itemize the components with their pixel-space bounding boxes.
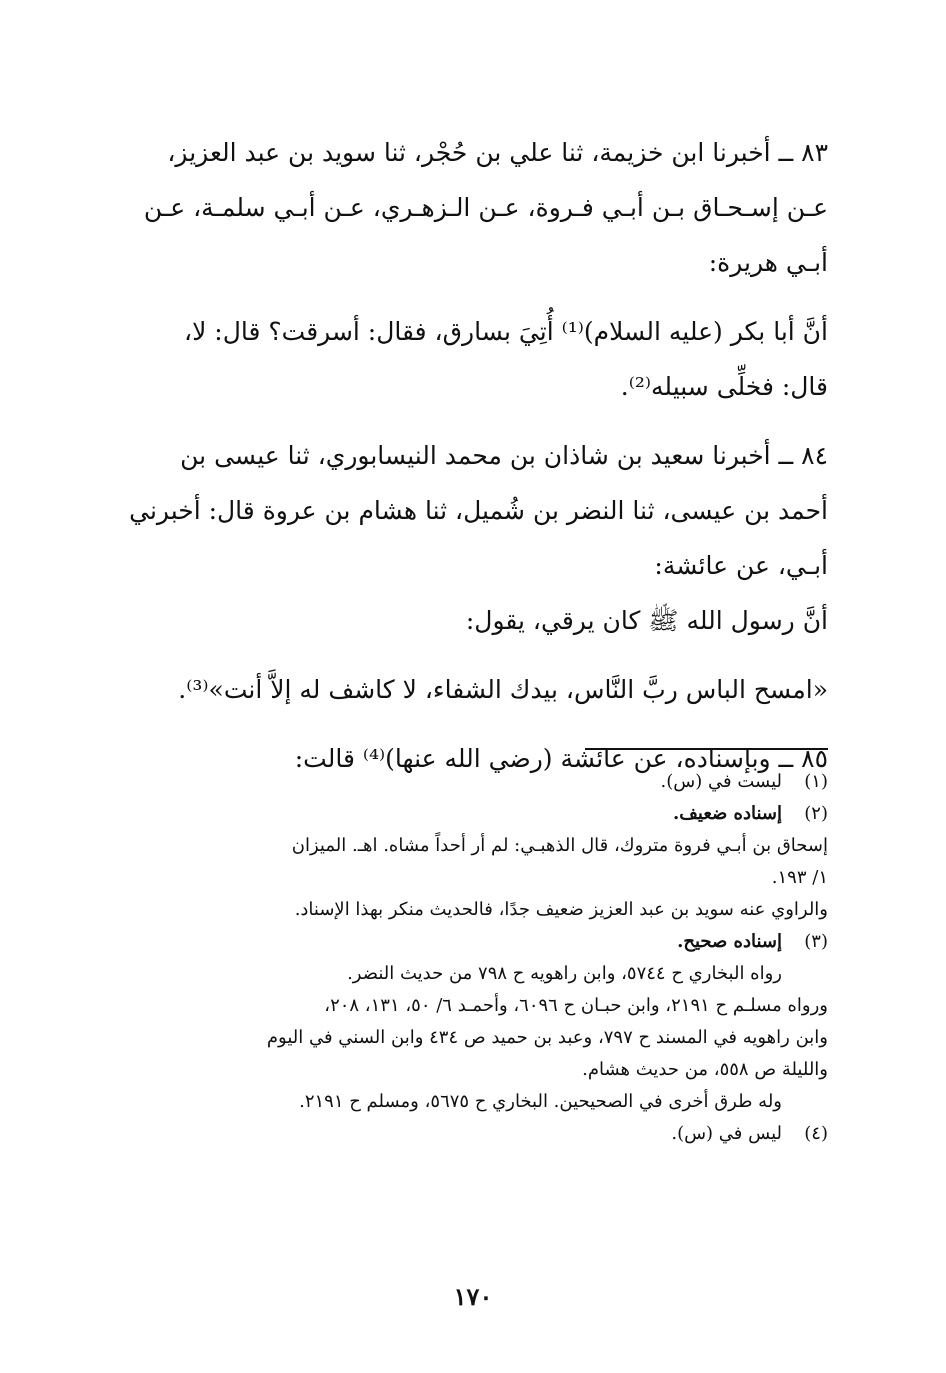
footnote-3-detail-line-4: والليلة ص ٥٥٨، من حديث هشام. xyxy=(582,1059,828,1080)
hadith-83 xyxy=(100,125,828,414)
hadith-83-matn-line-2: قال: فخلِّى سبيله⁽²⁾. xyxy=(620,372,828,401)
hadith-84 xyxy=(100,428,828,717)
footnote-3-extra: وله طرق أخرى في الصحيحين. البخاري ح ٥٦٧٥، ومسلم ح ٢١٩١. xyxy=(299,1091,782,1112)
footnote-2 xyxy=(100,798,828,830)
footnote-1-number: (١) xyxy=(804,771,828,792)
footnote-divider xyxy=(585,748,828,750)
footnote-3 xyxy=(100,926,828,958)
hadith-83-isnad-line-1: ٨٣ ــ أخبرنا ابن خزيمة، ثنا علي بن حُجْر، ثنا سويد بن عبد العزيز، xyxy=(167,138,828,167)
footnote-4 xyxy=(100,1118,828,1150)
hadith-83-isnad-line-2: عـن إسـحـاق بـن أبـي فـروة، عـن الـزهـري، عـن أبـي سلمـة، عـن xyxy=(143,193,828,222)
footnote-4-text: ليس في (س). xyxy=(671,1123,782,1144)
hadith-84-isnad-line-3: أبـي، عن عائشة: xyxy=(654,551,828,580)
footnote-3-number: (٣) xyxy=(804,931,828,952)
footnote-4-number: (٤) xyxy=(804,1123,828,1144)
footnote-3-detail-line-2: ورواه مسلـم ح ٢١٩١، وابن حبـان ح ٦٠٩٦، وأحمـد ٦/ ٥٠، ١٣١، ٢٠٨، xyxy=(324,995,828,1016)
footnotes xyxy=(100,766,828,1150)
footnote-2-extra: والراوي عنه سويد بن عبد العزيز ضعيف جدًا، فالحديث منكر بهذا الإسناد. xyxy=(294,899,828,920)
hadith-84-matn-line-1: أنَّ رسول الله ﷺ كان يرقي، يقول: xyxy=(465,606,828,635)
hadith-84-isnad-line-2: أحمد بن عيسى، ثنا النضر بن شُميل، ثنا هشام بن عروة قال: أخبرني xyxy=(129,496,828,525)
hadith-84-matn-line-2: «امسح الباس ربَّ النَّاس، بيدك الشفاء، لا كاشف له إلاَّ أنت»⁽³⁾. xyxy=(178,675,828,704)
footnote-3-text: إسناده صحيح. xyxy=(677,931,782,952)
hadith-83-isnad-line-3: أبـي هريرة: xyxy=(708,248,828,277)
page-number: ١٧٠ xyxy=(453,1282,493,1311)
footnote-2-detail-line-2: ١/ ١٩٣. xyxy=(771,867,828,888)
footnote-1-text: ليست في (س). xyxy=(660,771,782,792)
hadith-85-line: ٨٥ ــ وبإسناده، عن عائشة (رضي الله عنها)⁽⁴⁾ قالت: xyxy=(294,744,828,773)
footnote-2-number: (٢) xyxy=(804,803,828,824)
footnote-3-detail-line-3: وابن راهويه في المسند ح ٧٩٧، وعبد بن حميد ص ٤٣٤ وابن السني في اليوم xyxy=(266,1027,828,1048)
hadith-84-isnad-line-1: ٨٤ ــ أخبرنا سعيد بن شاذان بن محمد النيسابوري، ثنا عيسى بن xyxy=(180,441,828,470)
hadith-83-matn-line-1: أنَّ أبا بكر (عليه السلام)⁽¹⁾ أُتِيَ بسارق، فقال: أسرقت؟ قال: لا، xyxy=(184,317,828,346)
footnote-1 xyxy=(100,766,828,798)
footnote-2-detail-line-1: إسحاق بن أبـي فروة متروك، قال الذهبـي: لم أر أحداً مشاه. اهـ. الميزان xyxy=(291,835,828,856)
footnote-3-detail-line-1: رواه البخاري ح ٥٧٤٤، وابن راهويه ح ٧٩٨ من حديث النضر. xyxy=(347,963,782,984)
footnote-2-text: إسناده ضعيف. xyxy=(672,803,782,824)
